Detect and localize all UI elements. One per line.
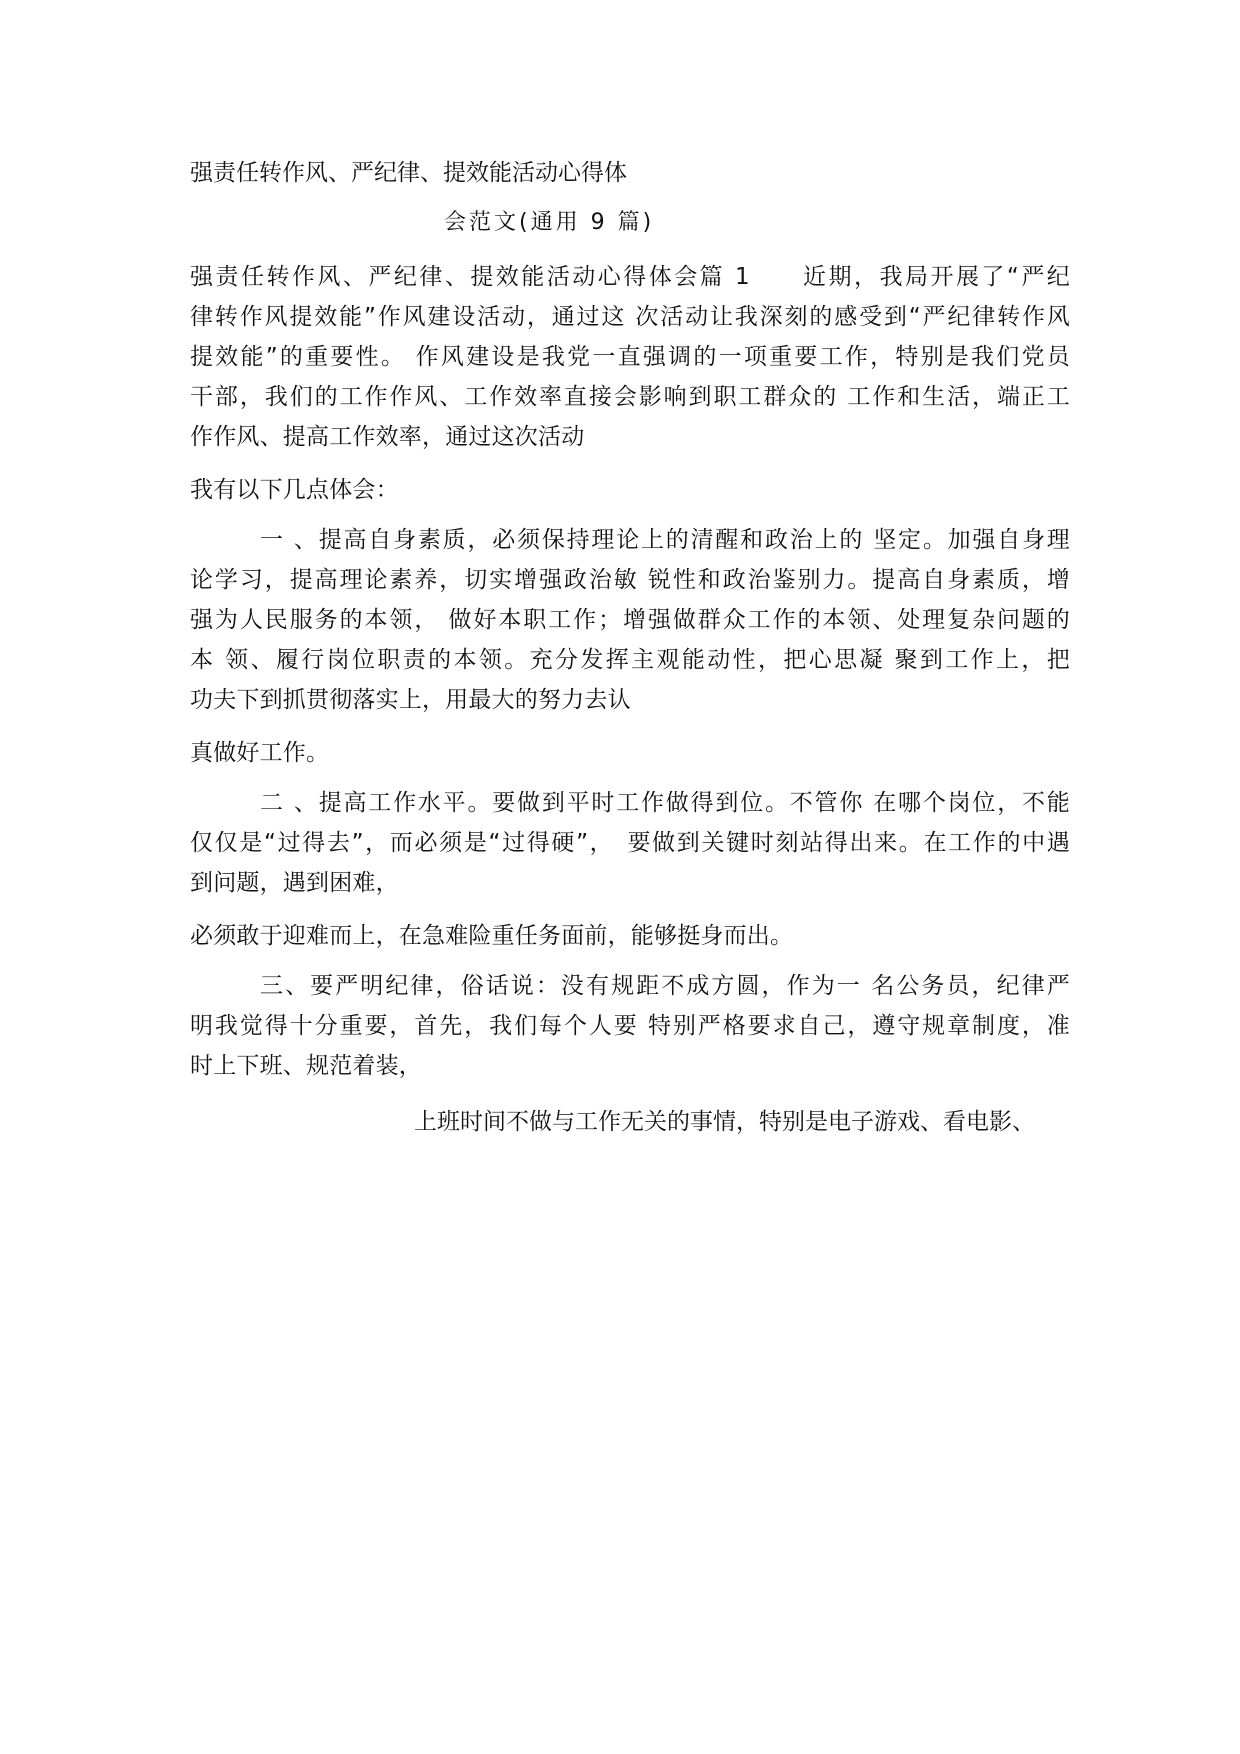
paragraph1-line2: 律转作风提效能”作风建设活动，通过这 次活动让我深刻的感受到“严纪律转作风 [190,304,1070,330]
paragraph7-line2: 明我觉得十分重要，首先，我们每个人要 特别严格要求自己，遵守规章制度，准 [190,1013,1070,1039]
paragraph3-line2: 论学习，提高理论素养，切实增强政治敏 锐性和政治鉴别力。提高自身素质，增 [190,567,1070,593]
paragraph7-line1: 三、要严明纪律，俗话说：没有规距不成方圆，作为一 名公务员，纪律严 [260,973,1070,999]
paragraph5-line1: 二 、提高工作水平。要做到平时工作做得到位。不管你 在哪个岗位，不能 [260,790,1070,816]
paragraph8: 上班时间不做与工作无关的事情，特别是电子游戏、看电影、 [414,1109,1035,1135]
paragraph6: 必须敢于迎难而上，在急难险重任务面前，能够挺身而出。 [190,923,794,949]
document-title-line2: 会范文(通用 9 篇) [444,210,655,235]
paragraph1-line4: 干部，我们的工作作风、工作效率直接会影响到职工群众的 工作和生活，端正工 [190,384,1070,410]
paragraph5-line3: 到问题，遇到困难， [190,870,399,896]
paragraph3-line5: 功夫下到抓贯彻落实上，用最大的努力去认 [190,687,631,713]
paragraph3-line3: 强为人民服务的本领， 做好本职工作；增强做群众工作的本领、处理复杂问题的 [190,607,1070,633]
paragraph1-line5: 作作风、提高工作效率，通过这次活动 [190,424,585,450]
paragraph3-line4: 本 领、履行岗位职责的本领。充分发挥主观能动性，把心思凝 聚到工作上，把 [190,647,1070,673]
paragraph3-line1: 一 、提高自身素质，必须保持理论上的清醒和政治上的 坚定。加强自身理 [260,527,1070,553]
paragraph1-line3: 提效能”的重要性。 作风建设是我党一直强调的一项重要工作，特别是我们党员 [190,344,1070,370]
paragraph7-line3: 时上下班、规范着装， [190,1053,422,1079]
paragraph4: 真做好工作。 [190,740,330,766]
paragraph1-line1: 强责任转作风、严纪律、提效能活动心得体会篇 1 近期，我局开展了“严纪 [190,264,1070,290]
document-title-line1: 强责任转作风、严纪律、提效能活动心得体 [190,160,627,186]
paragraph2: 我有以下几点体会： [190,477,399,503]
paragraph5-line2: 仅仅是“过得去”，而必须是“过得硬”， 要做到关键时刻站得出来。在工作的中遇 [190,830,1070,856]
